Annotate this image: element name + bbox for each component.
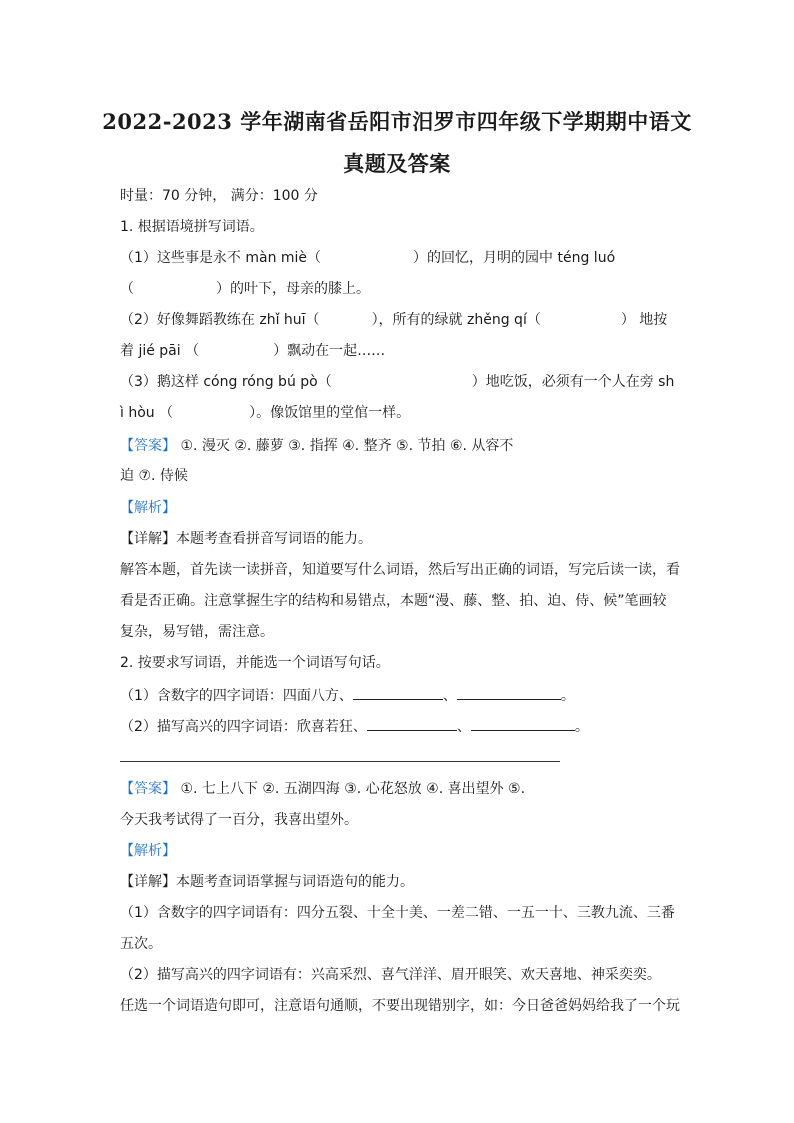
q2-explanation-1a: （1）含数字的四字词语有：四分五裂、十全十美、一差二错、一五一十、三教九流、三番 [120,905,675,921]
q2-answer-text: ①. 七上八下 ②. 五湖四海 ③. 心花怒放 ④. 喜出望外 ⑤. [180,781,526,797]
answer-underline[interactable] [471,717,575,731]
q2-analysis-label: 【解析】 [120,843,176,859]
document-title-line-1: 2022-2023 学年湖南省岳阳市汨罗市四年级下学期期中语文 [102,109,692,134]
q2-answer-line2: 今天我考试得了一百分，我喜出望外。 [120,812,358,828]
q1-part2-line1 [120,310,680,330]
q1-part3-text-b: ）地吃饭，必须有一个人在旁 sh [471,374,675,390]
period: 。 [574,719,589,735]
q1-part1-text-d: ）的叶下，母亲的膝上。 [216,281,370,297]
q1-part2-line2 [120,341,680,361]
q1-explanation-2: 看是否正确。注意掌握生字的结构和易错点，本题“漫、藤、整、拍、迫、侍、候”笔画较 [120,593,667,609]
q1-part1-line1 [120,248,680,268]
answer-underline[interactable] [367,717,457,731]
sentence-writing-line[interactable] [120,761,560,762]
answer-underline[interactable] [353,686,443,700]
q2-explanation-1b: 五次。 [120,936,162,952]
period: 。 [560,688,575,704]
separator: 、 [456,719,471,735]
q2-part1 [120,686,680,706]
q2-title: 2. 按要求写词语，并能选一个词语写句话。 [120,655,390,671]
q1-part2-text-d: 着 jié pāi （ [120,343,200,359]
q1-part3-line2 [120,403,680,423]
q2-part1-text: （1）含数字的四字词语：四面八方、 [120,688,353,704]
q1-detail: 【详解】本题考查看拼音写词语的能力。 [120,531,372,547]
q1-title: 1. 根据语境拼写词语。 [120,219,264,235]
q1-explanation-1: 解答本题，首先读一读拼音，知道要写什么词语，然后写出正确的词语，写完后读一读，看 [120,562,680,578]
q1-explanation-3: 复杂，易写错，需注意。 [120,624,274,640]
q2-explanation-3: 任选一个词语造句即可，注意语句通顺，不要出现错别字，如：今日爸爸妈妈给我了一个玩 [120,998,680,1014]
exam-meta: 时量：70 分钟， 满分：100 分 [120,188,318,204]
q2-part2 [120,717,680,737]
q1-analysis-label: 【解析】 [120,500,176,516]
q1-part1-text-a: （1）这些事是永不 màn miè（ [120,250,322,266]
q1-answer-line2: 迫 ⑦. 侍候 [120,468,188,484]
q2-explanation-2: （2）描写高兴的四字词语有：兴高采烈、喜气洋洋、眉开眼笑、欢天喜地、神采奕奕。 [120,967,661,983]
q1-part2-text-b: ），所有的绿就 zhěng qí（ [371,312,541,328]
q1-part3-text-c: ì hòu （ [120,405,174,421]
q1-part1-text-c: （ [120,281,134,297]
q1-part1-line2 [120,279,680,299]
q1-answer-line1 [120,436,680,456]
q1-answer-text: ①. 漫灭 ②. 藤萝 ③. 指挥 ④. 整齐 ⑤. 节拍 ⑥. 从容不 [180,438,514,454]
q1-part3-text-a: （3）鹅这样 cóng róng bú pò（ [120,374,332,390]
q1-part2-text-c: ） 地按 [620,312,668,328]
q1-part1-text-b: ）的回忆，月明的园中 téng luó [413,250,616,266]
answer-label: 【答案】 [120,781,176,797]
q2-detail: 【详解】本题考查词语掌握与词语造句的能力。 [120,874,414,890]
q1-part3-line1 [120,372,680,392]
q1-part2-text-e: ）飘动在一起…… [273,343,386,359]
separator: 、 [442,688,457,704]
q2-part2-text: （2）描写高兴的四字词语：欣喜若狂、 [120,719,367,735]
answer-label: 【答案】 [120,438,176,454]
document-title-line-2: 真题及答案 [343,151,451,176]
q2-answer-line1 [120,779,680,799]
q1-part2-text-a: （2）好像舞蹈教练在 zhǐ huī（ [120,312,320,328]
answer-underline[interactable] [457,686,561,700]
q1-part3-text-d: ）。像饭馆里的堂倌一样。 [249,405,411,421]
